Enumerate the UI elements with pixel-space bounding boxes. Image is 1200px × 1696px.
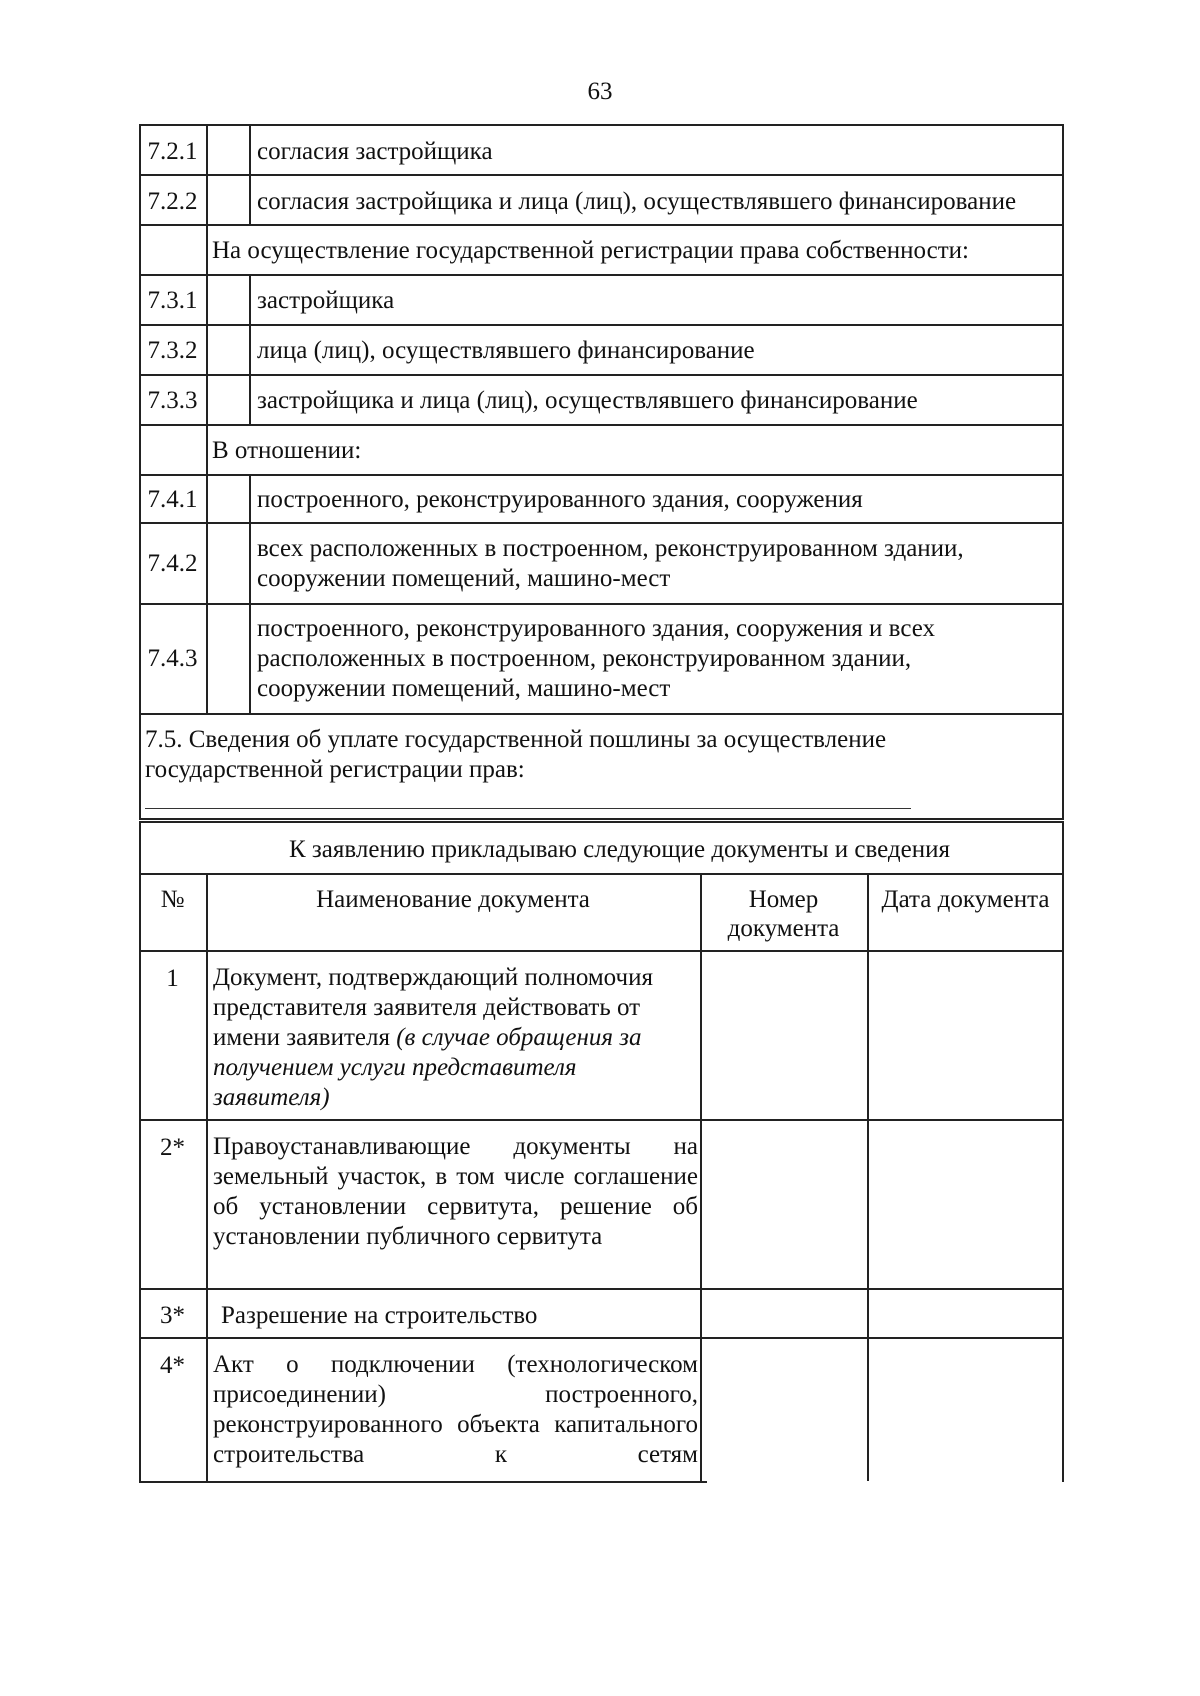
doc-row-4-number: 4* [160, 1352, 185, 1379]
row-7-2-1-number: 7.2.1 [147, 138, 198, 165]
doc-row-1-name [213, 963, 683, 1113]
heading-7-3: На осуществление государственной регистрации права собственности: [212, 237, 970, 264]
doc-row-3-number: 3* [160, 1302, 185, 1329]
row-7-3-1-number: 7.3.1 [147, 287, 198, 314]
row-7-2-1-text: согласия застройщика [257, 138, 493, 165]
row-7-3-1-text: застройщика [257, 287, 395, 314]
row-7-3-3-text: застройщика и лица (лиц), осуществлявшего финансирование [257, 387, 918, 414]
row-7-3-3-number: 7.3.3 [147, 387, 198, 414]
row-7-4-1-number: 7.4.1 [147, 486, 198, 513]
header-document-name: Наименование документа [316, 886, 590, 913]
header-document-number-2: документа [727, 915, 840, 942]
section-7-5-line-2: государственной регистрации прав: [145, 756, 525, 783]
doc-row-3-name: Разрешение на строительство [221, 1302, 538, 1329]
row-7-4-2-number: 7.4.2 [147, 550, 198, 577]
doc-row-2-number: 2* [160, 1134, 185, 1161]
section-7-5-line-1: 7.5. Сведения об уплате государственной пошлины за осуществление [145, 726, 887, 753]
heading-7-4: В отношении: [212, 437, 362, 464]
row-7-3-2-text: лица (лиц), осуществлявшего финансирование [257, 337, 755, 364]
page-number: 63 [587, 78, 613, 105]
row-7-4-2-line-2: сооружении помещений, машино-мест [257, 565, 671, 592]
row-7-4-3-line-2: расположенных в построенном, реконструированном здании, [257, 645, 912, 672]
row-7-4-2-line-1: всех расположенных в построенном, реконструированном здании, [257, 535, 964, 562]
doc-row-1-number: 1 [166, 965, 179, 992]
row-7-2-2-text: согласия застройщика и лица (лиц), осуществлявшего финансирование [257, 188, 1017, 215]
fill-in-line[interactable] [145, 808, 911, 809]
row-7-4-1-text: построенного, реконструированного здания, сооружения [257, 486, 863, 513]
doc-row-1-name-italic: (в случае обращения за получением услуги представителя заявителя) [213, 1024, 642, 1111]
row-7-4-3-number: 7.4.3 [147, 645, 198, 672]
doc-row-2-name: Правоустанавливающие документы на земельный участок, в том числе соглашение об установлении сервитута, решение об установлении публичного сервитута [213, 1133, 698, 1250]
header-document-date: Дата документа [881, 886, 1050, 913]
section7-table [139, 124, 1064, 820]
header-document-number-1: Номер [748, 886, 819, 913]
row-7-2-2-number: 7.2.2 [147, 188, 198, 215]
doc-row-1-name-plain: Документ, подтверждающий полномочия представителя заявителя действовать от имени заявителя [213, 964, 653, 1051]
row-7-4-3-line-3: сооружении помещений, машино-мест [257, 675, 671, 702]
doc-row-4-name: Акт о подключении (технологическом присоединении) построенного, реконструированного объекта капитального строительства к сетям [213, 1351, 698, 1468]
header-number: № [160, 886, 185, 913]
row-7-4-3-line-1: построенного, реконструированного здания, сооружения и всех [257, 615, 935, 642]
documents-title: К заявлению прикладываю следующие документы и сведения [289, 836, 950, 863]
row-7-3-2-number: 7.3.2 [147, 337, 198, 364]
